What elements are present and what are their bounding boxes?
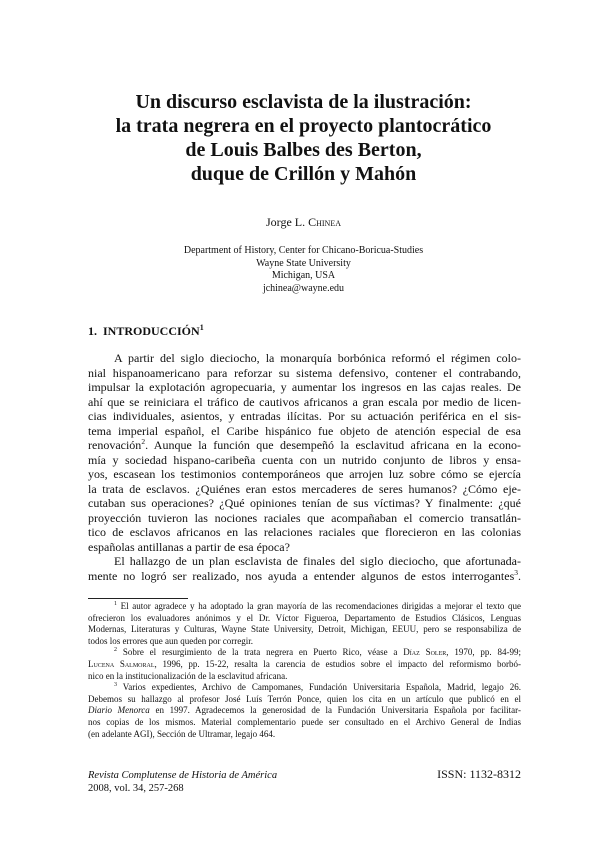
body-line: impulsar la explotación agropecuaria, y aumentar los ingresos en las cajas reales. De bbox=[88, 380, 521, 394]
body-line: yos, escasean los testimonios contemporáneos que arrojen luz sobre cómo se ejercía bbox=[88, 467, 521, 481]
body-line: cutaban sus operaciones? ¿Qué opiniones tenían de sus víctimas? Y finalmente: ¿qué bbox=[88, 496, 521, 510]
body-line: españolas antillanas a partir de esa época? bbox=[88, 539, 290, 554]
body-fragment: mente no logró ser realizado, nos ayuda a entender algunos de estos interrogantes bbox=[88, 568, 515, 583]
body-line: ahí que se reiniciara el tráfico de cautivos africanos a gran escala por medio de licen- bbox=[88, 394, 521, 409]
footnote-line: Debemos su hallazgo al profesor José Luís Terrón Ponce, quien los cita en un artículo que publicó en el bbox=[88, 693, 521, 704]
body-line: El hallazgo de un plan esclavista de finales del siglo dieciocho, que afortunada- bbox=[114, 554, 521, 568]
body-line: cias individuales, asientos, y entradas ilícitas. Por su actuación periférica en el sis- bbox=[88, 409, 521, 423]
footnotes bbox=[88, 601, 521, 740]
footnote-text: Sobre el resurgimiento de la trata negrera en Puerto Rico, véase a bbox=[122, 647, 404, 658]
body-text bbox=[88, 351, 521, 583]
body-line: mía y sociedad hispano-caribeña cuenta con un nutrido conjunto de libros y ensa- bbox=[88, 452, 521, 467]
author-last: Chinea bbox=[308, 215, 341, 229]
author-affiliation bbox=[0, 245, 607, 295]
footnote-text: El autor agradece y ha adoptado la gran mayoría de las recomendaciones dirigidas a mejorar el texto que bbox=[120, 601, 522, 611]
footnote-line bbox=[88, 647, 521, 659]
footnote-line bbox=[88, 601, 521, 613]
section-number: 1. bbox=[88, 324, 97, 338]
footnote-mark: 3 bbox=[114, 682, 117, 689]
footnote-line bbox=[88, 659, 521, 671]
footnote-ref: 2 bbox=[141, 437, 146, 446]
body-line: proyección tuvieron las nociones raciales que acompañaban el comercio transatlán- bbox=[88, 510, 521, 525]
footnote-line: ofrecieron los evaluadores anónimos y el Dr. Víctor Figueroa, Departamento de Estudios Clásicos, Lenguas bbox=[88, 612, 521, 623]
title-line: la trata negrera en el proyecto plantocrático bbox=[115, 115, 492, 137]
body-fragment: . Aunque la función que desempeñó la esclavitud africana en la econo- bbox=[145, 438, 521, 452]
author-email: jchinea@wayne.edu bbox=[262, 282, 345, 294]
body-line bbox=[88, 438, 521, 453]
cited-author: Díaz Soler bbox=[403, 647, 447, 658]
footnote-line: nico en la institucionalización de la esclavitud africana. bbox=[88, 670, 288, 681]
body-line: la trata de esclavos. ¿Quiénes eran estos mercaderes de seres humanos? ¿Cómo eje- bbox=[88, 481, 521, 496]
journal-citation bbox=[88, 769, 277, 795]
issn: ISSN: 1132-8312 bbox=[437, 767, 521, 781]
section-title: INTRODUCCIÓN bbox=[103, 324, 200, 338]
author-name bbox=[0, 215, 607, 230]
affiliation-line: Wayne State University bbox=[256, 257, 351, 269]
affiliation-line: Department of History, Center for Chicano-Boricua-Studies bbox=[183, 245, 424, 256]
footnote-line: Modernas, Literaturas y Culturas, Wayne State University, Detroit, Michigan, EEUU, pero se responsabiliza de bbox=[88, 624, 521, 635]
footnote-mark: 2 bbox=[114, 647, 117, 654]
footnote-line: todos los errores que aun queden por corregir. bbox=[88, 635, 253, 646]
body-line: nial hispanoamericano para reforzar su sistema defensivo, contener el contrabando, bbox=[88, 365, 521, 380]
footnote-ref: 1 bbox=[199, 323, 204, 332]
body-line: tema imperial español, el Caribe hispánico fue objeto de atención especial de esa bbox=[88, 423, 521, 438]
volume-pages: 2008, vol. 34, 257-268 bbox=[88, 783, 184, 794]
footnote-text: , 1970, pp. 84-99; bbox=[446, 647, 521, 658]
footnote-text: Varios expedientes, Archivo de Campomanes, Fundación Universitaria Española, Madrid, legajo 26. bbox=[122, 682, 521, 693]
footnote-line: (en adelante AGI), Sección de Ultramar, legajo 464. bbox=[88, 728, 276, 739]
footnote-mark: 1 bbox=[114, 601, 117, 607]
journal-name: Revista Complutense de Historia de América bbox=[88, 770, 278, 781]
footnote-rule bbox=[88, 598, 188, 599]
body-fragment: . bbox=[518, 568, 521, 583]
newspaper-title: Diario Menorca bbox=[88, 705, 150, 716]
affiliation-line: Michigan, USA bbox=[271, 270, 336, 282]
footnote-ref: 3 bbox=[514, 567, 518, 577]
body-fragment: renovación bbox=[88, 438, 142, 452]
footnote-line bbox=[88, 682, 521, 694]
article-title bbox=[60, 90, 547, 186]
cited-author: Lucena Salmoral bbox=[88, 658, 155, 669]
section-heading bbox=[88, 323, 204, 339]
footnote-line: nos copias de los mismos. Material complementario puede ser consultado en el Archivo General de Indias bbox=[88, 716, 521, 727]
body-line: A partir del siglo dieciocho, la monarquía borbónica reformó el régimen colo- bbox=[114, 351, 521, 365]
title-line: duque de Crillón y Mahón bbox=[190, 163, 417, 185]
body-line: tico de esclavos africanos en las relaciones raciales que florecieron en las colonias bbox=[88, 525, 521, 539]
footnote-text: , 1996, pp. 15-22, resalta la carencia de estudios sobre el impacto del reformismo borbó- bbox=[154, 658, 521, 669]
body-line bbox=[88, 569, 521, 584]
title-line: de Louis Balbes des Berton, bbox=[185, 139, 422, 161]
title-line: Un discurso esclavista de la ilustración: bbox=[135, 91, 472, 113]
footnote-text: en 1997. Agradecemos la generosidad de la Fundación Universitaria Española por facilitar- bbox=[149, 705, 521, 716]
footnote-line bbox=[88, 705, 521, 717]
author-first: Jorge L. bbox=[266, 215, 309, 229]
